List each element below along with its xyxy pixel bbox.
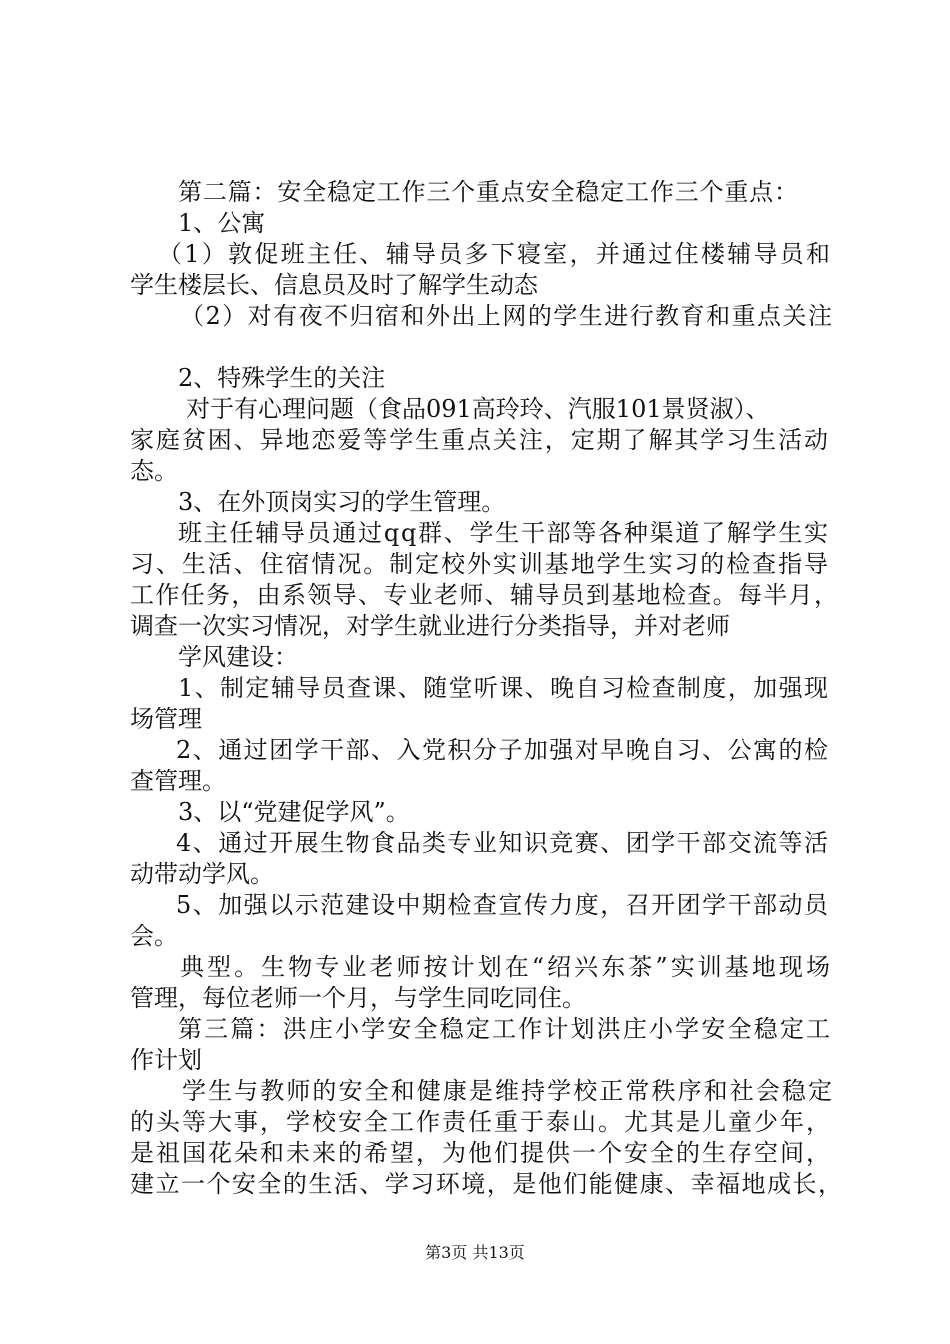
- paragraph-line: 场管理: [130, 705, 202, 733]
- paragraph-line: 5、加强以示范建设中期检查宣传力度，召开团学干部动员: [176, 891, 830, 919]
- paragraph-line: 管理，每位老师一个月，与学生同吃同住。: [130, 984, 586, 1012]
- paragraph-line: 动带动学风。: [130, 860, 274, 888]
- section-heading-study-style: 学风建设：: [178, 643, 298, 671]
- paragraph-line: 学生楼层长、信息员及时了解学生动态: [130, 271, 538, 299]
- paragraph-line: 班主任辅导员通过qq群、学生干部等各种渠道了解学生实: [178, 519, 830, 547]
- paragraph-line: （2）对有夜不归宿和外出上网的学生进行教育和重点关注: [180, 302, 834, 330]
- page-number-footer: 第3页 共13页: [425, 1243, 525, 1262]
- paragraph-line: 1、公寓: [178, 209, 266, 237]
- paragraph-line: 2、特殊学生的关注: [178, 364, 386, 392]
- paragraph-line: （1）敦促班主任、辅导员多下寝室，并通过住楼辅导员和: [158, 240, 833, 268]
- paragraph-line: 2、通过团学干部、入党积分子加强对早晚自习、公寓的检: [176, 736, 830, 764]
- paragraph-line: 3、以“党建促学风”。: [178, 798, 410, 826]
- paragraph-line: 的头等大事，学校安全工作责任重于泰山。尤其是儿童少年，: [130, 1108, 832, 1136]
- paragraph-line: 是祖国花朵和未来的希望，为他们提供一个安全的生存空间，: [130, 1139, 832, 1167]
- paragraph-line: 建立一个安全的生活、学习环境，是他们能健康、幸福地成长，: [130, 1170, 844, 1198]
- paragraph-line: 学生与教师的安全和健康是维持学校正常秩序和社会稳定: [182, 1077, 835, 1105]
- paragraph-line: 作计划: [130, 1046, 202, 1074]
- heading-part-two: 第二篇：安全稳定工作三个重点安全稳定工作三个重点：: [178, 178, 799, 206]
- paragraph-line: 会。: [130, 922, 178, 950]
- paragraph-line: 1、制定辅导员查课、随堂听课、晚自习检查制度，加强现: [178, 674, 830, 702]
- paragraph-line: 4、通过开展生物食品类专业知识竞赛、团学干部交流等活: [176, 829, 830, 857]
- paragraph-line: 典型。生物专业老师按计划在“绍兴东茶”实训基地现场: [180, 953, 834, 981]
- paragraph-line: 对于有心理问题（食品091高玲玲、汽服101景贤淑）、: [186, 395, 770, 423]
- paragraph-line: 3、在外顶岗实习的学生管理。: [178, 488, 506, 516]
- heading-part-three: 第三篇：洪庄小学安全稳定工作计划洪庄小学安全稳定工: [178, 1015, 833, 1043]
- paragraph-line: 工作任务，由系领导、专业老师、辅导员到基地检查。每半月，: [130, 581, 840, 609]
- paragraph-line: 查管理。: [130, 767, 226, 795]
- paragraph-line: 习、生活、住宿情况。制定校外实训基地学生实习的检查指导: [130, 550, 830, 578]
- paragraph-line: 态。: [130, 457, 178, 485]
- paragraph-line: 家庭贫困、异地恋爱等学生重点关注，定期了解其学习生活动: [130, 426, 830, 454]
- paragraph-line: 调查一次实习情况，对学生就业进行分类指导，并对老师: [130, 612, 730, 640]
